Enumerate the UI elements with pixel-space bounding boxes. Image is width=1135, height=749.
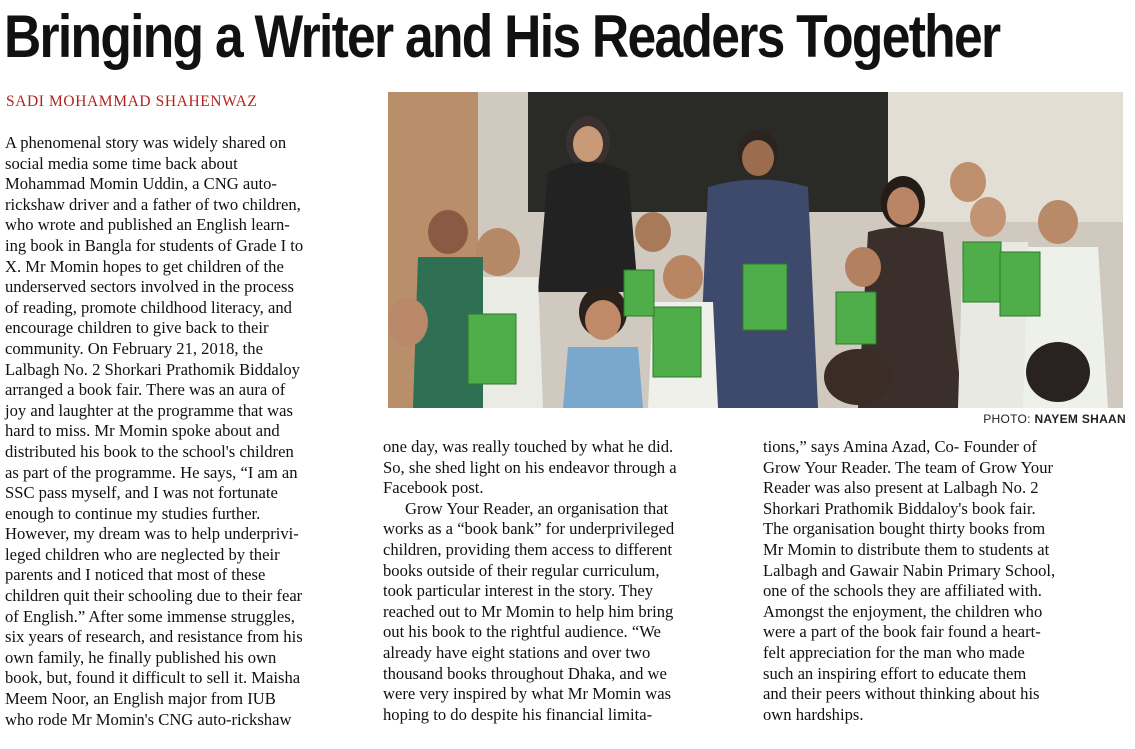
article-column-2 — [383, 437, 748, 725]
article-headline: Bringing a Writer and His Readers Together — [4, 3, 1000, 70]
book-cover — [743, 264, 787, 330]
article-column-1 — [5, 133, 370, 730]
book-cover — [963, 242, 1001, 302]
photo-credit-prefix: PHOTO: — [983, 412, 1035, 426]
book-cover — [468, 314, 516, 384]
photo-illustration — [388, 92, 1123, 408]
article-photo — [388, 92, 1123, 408]
photo-credit-name: NAYEM SHAAN — [1034, 412, 1126, 426]
paragraph: A phenomenal story was widely shared on social media some time back about Mohammad Momin Uddin, a CNG auto- rickshaw driver and a father of two children, who wrote and published an English learn- ing book in Bangla for students of Grade I to X. Mr Momin hopes to get children of the underserved sectors involved in the process of reading, promote childhood literacy, and encourage children to give back to their community. On February 21, 2018, the Lalbagh No. 2 Shorkari Prathomik Biddaloy arranged a book fair. There was an aura of joy and laughter at the programme that was hard to miss. Mr Momin spoke about and distributed his book to the school's children as part of the programme. He says, “I am an SSC pass myself, and I was not fortunate enough to continue my studies further. However, my dream was to help underprivi- leged children who are neglected by their parents and I noticed that most of these children quit their schooling due to their fear of English.” After some immense struggles, six years of research, and resistance from his own family, he finally published his own book, but, found it difficult to sell it. Maisha Meem Noor, an English major from IUB who rode Mr Momin's CNG auto-rickshaw — [5, 133, 304, 729]
article-byline: SADI MOHAMMAD SHAHENWAZ — [6, 93, 258, 110]
book-cover — [624, 270, 654, 316]
paragraph: one day, was really touched by what he did. So, she shed light on his endeavor through a Facebook post. — [383, 437, 677, 498]
book-cover — [836, 292, 876, 344]
book-cover — [1000, 252, 1040, 316]
paragraph: tions,” says Amina Azad, Co- Founder of Grow Your Reader. The team of Grow Your Reader was also present at Lalbagh No. 2 Shorkari Prathomik Biddaloy's book fair. The organisation bought thirty books from Mr Momin to distribute them to students at Lalbagh and Gawair Nabin Primary School, one of the schools they are affiliated with. Amongst the enjoyment, the children who were a part of the book fair found a heart- felt appreciation for the man who made such an inspiring effort to educate them and their peers without thinking about his own hardships. — [763, 437, 1056, 724]
article-column-3 — [763, 437, 1133, 725]
photo-credit — [968, 412, 1126, 426]
paragraph: Grow Your Reader, an organisation that works as a “book bank” for underprivileged children, providing them access to different books outside of their regular curriculum, took particular interest in the story. They reached out to Mr Momin to help him bring out his book to the rightful audience. “We already have eight stations and over two thousand books throughout Dhaka, and we were very inspired by what Mr Momin was hoping to do despite his financial limita- — [383, 498, 675, 724]
book-cover — [653, 307, 701, 377]
